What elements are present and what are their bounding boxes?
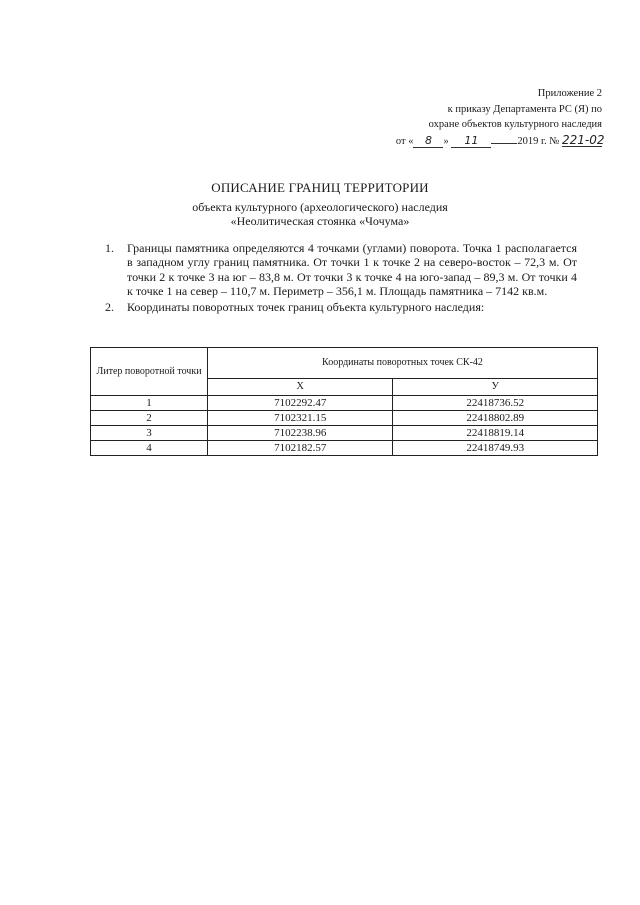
header-y: У [393,378,598,395]
document-title: ОПИСАНИЕ ГРАНИЦ ТЕРРИТОРИИ [211,180,429,195]
description-list [105,241,577,314]
document-subtitle-2: «Неолитическая стоянка «Чочума» [230,214,410,228]
date-mid: » [443,135,449,147]
cell-point-number: 1 [91,396,208,411]
table-row [91,441,598,456]
cell-y: 22418749.93 [393,441,598,456]
list-item [105,300,577,314]
cell-point-number: 3 [91,426,208,441]
table-row [91,411,598,426]
handwritten-order-number: 221-02 [562,132,605,147]
header-liter: Литер поворотной точки [91,348,208,396]
cell-x: 7102321.15 [208,411,393,426]
appendix-line-1: Приложение 2 [537,88,602,99]
table-row [91,396,598,411]
handwritten-month: 11 [451,135,491,148]
appendix-date-line [395,132,605,150]
cell-y: 22418802.89 [393,411,598,426]
handwritten-day: 8 [413,135,443,148]
coordinates-table [90,347,598,456]
date-blank-line [491,133,517,144]
cell-point-number: 4 [91,441,208,456]
cell-y: 22418819.14 [393,426,598,441]
cell-x: 7102238.96 [208,426,393,441]
date-year: 2019 г. № [517,135,560,147]
cell-x: 7102182.57 [208,441,393,456]
header-coordinates: Координаты поворотных точек СК-42 [208,348,598,379]
cell-point-number: 2 [91,411,208,426]
appendix-line-2: к приказу Департамента РС (Я) по [447,103,602,115]
header-x: X [208,378,393,395]
list-item [105,241,577,299]
list-item-text: Координаты поворотных точек границ объекта культурного наследия: [127,299,485,314]
date-prefix: от « [395,135,414,147]
appendix-line-3: охране объектов культурного наследия [428,119,602,130]
table-row [91,426,598,441]
list-item-number: 2. [105,299,114,314]
document-subtitle-1: объекта культурного (археологического) наследия [192,200,448,214]
list-item-text: Границы памятника определяются 4 точками (углами) поворота. Точка 1 располагается в западном углу границ памятника. От точки 1 к точке 2 на северо-восток – 72,3 м. От точки 2 к точке 3 на юг – 83,8 м. От точки 3 к точке 4 на юго-запад – 89,3 м. От точки 4 к точке 1 на север – 110,7 м. Периметр – 356,1 м. Площадь памятника – 7142 кв.м. [127,241,577,299]
list-item-number: 1. [105,241,114,255]
appendix-block [395,86,605,149]
cell-y: 22418736.52 [393,396,598,411]
cell-x: 7102292.47 [208,396,393,411]
